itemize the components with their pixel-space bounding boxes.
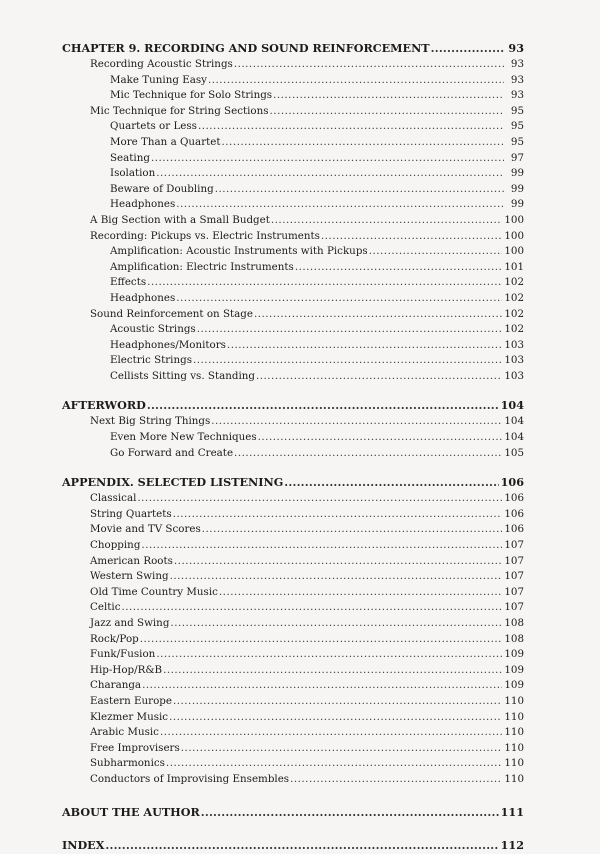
dot-leader <box>156 166 504 182</box>
toc-entry <box>62 694 524 710</box>
toc-subentry <box>62 291 524 307</box>
toc-subentry-title: Headphones/Monitors <box>110 338 226 351</box>
toc-subentry-title: Beware of Doubling <box>110 182 214 195</box>
dot-leader <box>142 678 502 694</box>
toc-subentry-title: Acoustic Strings <box>110 323 196 336</box>
toc-subentry-page-number: 102 <box>504 291 524 304</box>
toc-subentry <box>62 135 524 151</box>
toc-entry-title: Western Swing <box>90 570 169 583</box>
toc-entry <box>62 507 524 523</box>
toc-entry-title: Celtic <box>90 601 121 614</box>
dot-leader <box>201 804 499 821</box>
dot-leader <box>147 397 499 414</box>
toc-entry-page-number: 110 <box>504 741 524 754</box>
section-heading <box>62 804 524 821</box>
toc-entry-title: American Roots <box>90 554 173 567</box>
dot-leader <box>173 507 503 523</box>
toc-entry-title: Jazz and Swing <box>90 617 170 629</box>
toc-entry <box>62 600 524 616</box>
dot-leader <box>227 338 502 354</box>
toc-entry-page-number: 106 <box>504 523 524 536</box>
section-heading <box>62 837 524 854</box>
toc-subentry-title: Make Tuning Easy <box>110 73 207 86</box>
dot-leader <box>431 40 504 57</box>
toc-entry-page-number: 107 <box>504 601 524 614</box>
table-of-contents <box>62 40 524 854</box>
toc-entry-page-number: 110 <box>504 694 524 707</box>
dot-leader <box>222 135 505 151</box>
section-spacer <box>62 821 524 837</box>
dot-leader <box>170 569 503 585</box>
toc-subentry-page-number: 102 <box>504 276 524 289</box>
dot-leader <box>234 57 504 73</box>
section-spacer <box>62 788 524 804</box>
toc-entry-title: Rock/Pop <box>90 632 139 645</box>
toc-entry-page-number: 108 <box>504 617 524 629</box>
toc-entry-title: A Big Section with a Small Budget <box>90 213 270 226</box>
toc-entry-page-number: 107 <box>504 554 524 567</box>
section-heading-page-number: 111 <box>500 804 524 819</box>
dot-leader <box>141 538 502 554</box>
toc-entry-title: Funk/Fusion <box>90 648 156 661</box>
toc-entry-page-number: 100 <box>504 229 524 242</box>
dot-leader <box>147 275 502 291</box>
dot-leader <box>295 260 503 276</box>
toc-subentry-title: Isolation <box>110 167 156 180</box>
dot-leader <box>254 307 502 323</box>
toc-entry-page-number: 106 <box>504 492 524 505</box>
toc-subentry <box>62 275 524 291</box>
toc-subentry-page-number: 95 <box>510 135 524 148</box>
dot-leader <box>369 244 503 260</box>
toc-entry <box>62 710 524 726</box>
section-heading-page-number: 93 <box>508 41 524 55</box>
dot-leader <box>270 104 504 120</box>
toc-subentry <box>62 244 524 260</box>
dot-leader <box>156 647 502 663</box>
dot-leader <box>137 491 502 507</box>
toc-entry-title: Hip-Hop/R&B <box>90 663 163 676</box>
toc-subentry <box>62 182 524 198</box>
toc-subentry-title: Even More New Techniques <box>110 431 257 444</box>
toc-entry-page-number: 104 <box>504 415 524 428</box>
section-heading-title: AFTERWORD <box>62 398 146 413</box>
toc-entry <box>62 538 524 554</box>
dot-leader <box>271 213 502 229</box>
dot-leader <box>198 119 504 135</box>
toc-subentry <box>62 260 524 276</box>
dot-leader <box>181 741 503 757</box>
toc-entry <box>62 569 524 585</box>
section-heading <box>62 40 524 57</box>
toc-entry-title: Subharmonics <box>90 757 165 770</box>
toc-entry-page-number: 107 <box>504 570 524 583</box>
dot-leader <box>290 772 502 788</box>
toc-entry <box>62 522 524 538</box>
toc-entry-page-number: 95 <box>510 104 524 117</box>
toc-entry <box>62 756 524 772</box>
toc-entry <box>62 307 524 323</box>
toc-entry-page-number: 110 <box>504 726 524 739</box>
toc-entry-title: Conductors of Improvising Ensembles <box>90 772 290 785</box>
section-spacer <box>62 384 524 397</box>
toc-entry-page-number: 110 <box>504 757 524 770</box>
toc-subentry-title: Cellists Sitting vs. Standing <box>110 369 255 382</box>
toc-entry-title: Sound Reinforcement on Stage <box>90 307 253 320</box>
toc-subentry <box>62 73 524 89</box>
toc-entry-title: Charanga <box>90 679 142 692</box>
dot-leader <box>219 585 502 601</box>
toc-subentry-title: Headphones <box>110 198 176 211</box>
toc-entry <box>62 678 524 694</box>
toc-entry-page-number: 110 <box>504 772 524 785</box>
section-heading-title: CHAPTER 9. RECORDING AND SOUND REINFORCEMENT <box>62 41 430 55</box>
toc-subentry-title: Effects <box>110 276 147 289</box>
toc-entry <box>62 585 524 601</box>
toc-subentry-page-number: 97 <box>510 151 524 164</box>
toc-subentry <box>62 430 524 446</box>
toc-subentry-page-number: 99 <box>510 198 524 211</box>
toc-subentry-page-number: 102 <box>504 323 524 336</box>
dot-leader <box>215 182 504 198</box>
dot-leader <box>197 322 503 338</box>
section-heading-page-number: 104 <box>500 398 524 413</box>
toc-entry-page-number: 102 <box>504 307 524 320</box>
section-heading-title: ABOUT THE AUTHOR <box>62 804 200 819</box>
toc-entry <box>62 57 524 73</box>
toc-subentry-title: Go Forward and Create <box>110 446 234 459</box>
toc-entry-title: Arabic Music <box>90 726 159 739</box>
toc-entry-title: Mic Technique for String Sections <box>90 104 269 117</box>
toc-subentry-page-number: 103 <box>504 338 524 351</box>
toc-entry <box>62 491 524 507</box>
dot-leader <box>234 446 502 462</box>
toc-entry-title: Recording: Pickups vs. Electric Instruments <box>90 229 320 242</box>
toc-subentry <box>62 197 524 213</box>
toc-entry <box>62 616 524 632</box>
section-heading-page-number: 112 <box>500 837 524 852</box>
toc-subentry-page-number: 93 <box>510 73 524 86</box>
toc-entry-title: Eastern Europe <box>90 694 172 707</box>
dot-leader <box>273 88 504 104</box>
dot-leader <box>169 710 502 726</box>
toc-subentry <box>62 353 524 369</box>
dot-leader <box>321 229 502 245</box>
toc-entry <box>62 663 524 679</box>
toc-entry-page-number: 107 <box>504 539 524 552</box>
toc-subentry <box>62 166 524 182</box>
toc-entry-page-number: 109 <box>504 648 524 661</box>
toc-subentry-title: Headphones <box>110 291 176 304</box>
dot-leader <box>258 430 503 446</box>
dot-leader <box>151 151 504 167</box>
toc-entry <box>62 772 524 788</box>
toc-entry-page-number: 107 <box>504 585 524 598</box>
toc-subentry-page-number: 99 <box>510 167 524 180</box>
toc-subentry <box>62 88 524 104</box>
toc-subentry-title: Electric Strings <box>110 354 192 367</box>
toc-subentry-title: Seating <box>110 151 150 164</box>
toc-entry-title: String Quartets <box>90 507 172 520</box>
toc-entry <box>62 647 524 663</box>
dot-leader <box>193 353 502 369</box>
dot-leader <box>256 369 502 385</box>
toc-entry-page-number: 109 <box>504 679 524 692</box>
dot-leader <box>121 600 502 616</box>
dot-leader <box>140 632 503 648</box>
section-heading-page-number: 106 <box>500 475 524 490</box>
toc-entry-title: Recording Acoustic Strings <box>90 58 233 70</box>
dot-leader <box>170 616 502 632</box>
toc-entry <box>62 554 524 570</box>
dot-leader <box>174 554 502 570</box>
toc-subentry-title: Amplification: Electric Instruments <box>110 260 294 273</box>
toc-entry-title: Movie and TV Scores <box>90 523 201 536</box>
toc-entry-page-number: 93 <box>510 58 524 70</box>
toc-entry-title: Free Improvisers <box>90 741 180 754</box>
toc-subentry-title: Quartets or Less <box>110 120 197 133</box>
toc-entry <box>62 725 524 741</box>
toc-entry <box>62 741 524 757</box>
toc-subentry-title: Mic Technique for Solo Strings <box>110 89 273 102</box>
section-heading-title: INDEX <box>62 837 105 852</box>
toc-entry <box>62 414 524 430</box>
dot-leader <box>176 197 504 213</box>
toc-entry-title: Old Time Country Music <box>90 585 218 598</box>
toc-subentry-page-number: 95 <box>510 120 524 133</box>
toc-subentry-page-number: 104 <box>504 431 524 444</box>
toc-entry-page-number: 100 <box>504 213 524 226</box>
toc-subentry <box>62 446 524 462</box>
toc-subentry-title: More Than a Quartet <box>110 135 221 148</box>
toc-entry-page-number: 109 <box>504 663 524 676</box>
dot-leader <box>166 756 502 772</box>
dot-leader <box>202 522 503 538</box>
toc-subentry-page-number: 105 <box>504 446 524 459</box>
toc-entry-title: Next Big String Things <box>90 415 211 428</box>
dot-leader <box>208 73 504 89</box>
section-heading <box>62 397 524 414</box>
toc-subentry <box>62 151 524 167</box>
toc-entry <box>62 229 524 245</box>
dot-leader <box>160 725 502 741</box>
toc-entry <box>62 632 524 648</box>
dot-leader <box>211 414 502 430</box>
toc-entry <box>62 104 524 120</box>
toc-subentry <box>62 322 524 338</box>
toc-entry-page-number: 110 <box>504 710 524 723</box>
toc-entry <box>62 213 524 229</box>
toc-entry-title: Klezmer Music <box>90 710 169 723</box>
section-heading <box>62 474 524 491</box>
dot-leader <box>163 663 502 679</box>
section-spacer <box>62 461 524 474</box>
toc-entry-page-number: 108 <box>504 632 524 645</box>
toc-subentry-title: Amplification: Acoustic Instruments with Pickups <box>110 245 368 258</box>
toc-entry-title: Classical <box>90 492 137 505</box>
section-heading-title: APPENDIX. SELECTED LISTENING <box>62 475 284 490</box>
dot-leader <box>173 694 502 710</box>
toc-subentry-page-number: 101 <box>504 260 524 273</box>
toc-entry-title: Chopping <box>90 539 141 552</box>
toc-subentry-page-number: 93 <box>510 89 524 102</box>
toc-subentry <box>62 338 524 354</box>
dot-leader <box>105 837 498 854</box>
toc-subentry-page-number: 103 <box>504 354 524 367</box>
toc-subentry <box>62 369 524 385</box>
toc-subentry-page-number: 103 <box>504 369 524 382</box>
toc-subentry <box>62 119 524 135</box>
toc-subentry-page-number: 100 <box>504 245 524 258</box>
toc-subentry-page-number: 99 <box>510 182 524 195</box>
dot-leader <box>284 474 498 491</box>
toc-entry-page-number: 106 <box>504 507 524 520</box>
dot-leader <box>176 291 502 307</box>
